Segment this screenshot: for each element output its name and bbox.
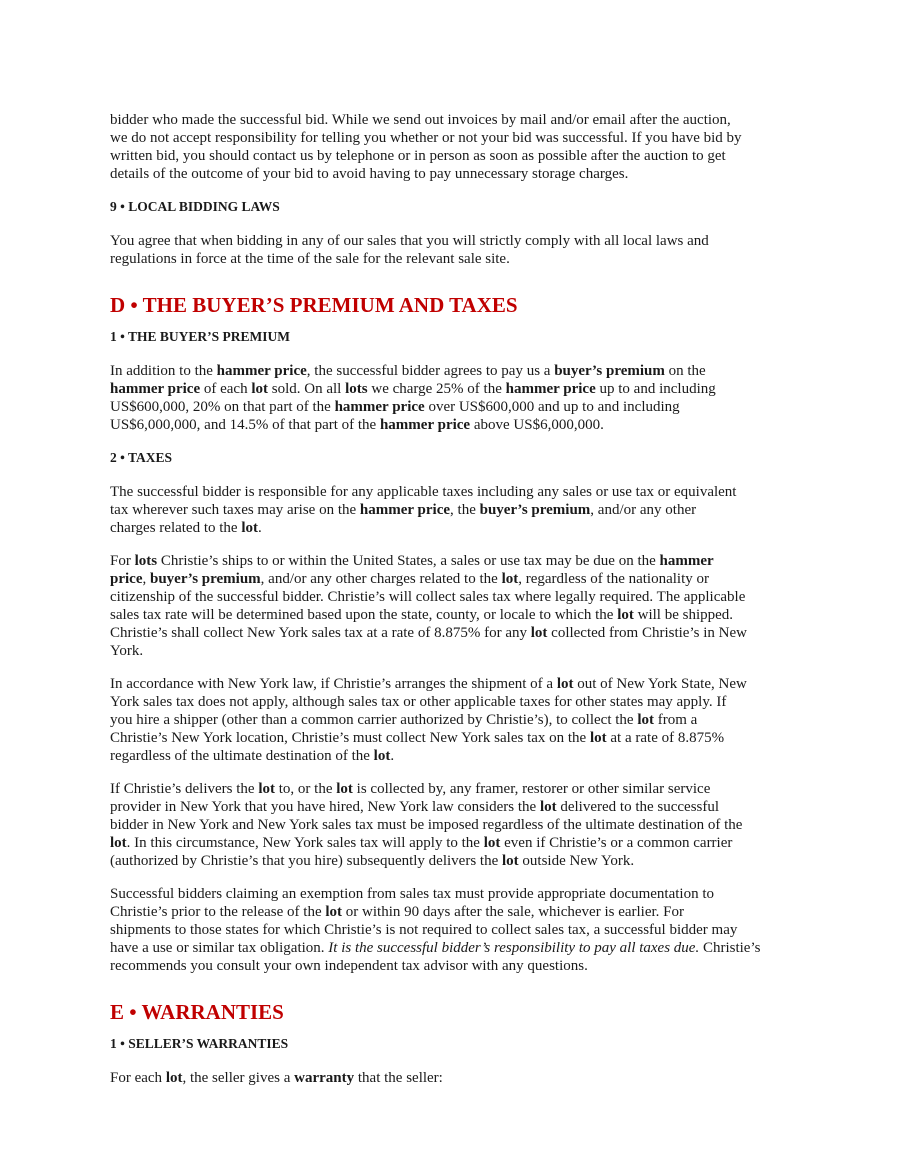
paragraph	[110, 111, 810, 183]
text-run: . In this circumstance, New York sales tax will apply to the	[126, 835, 484, 851]
text-line	[110, 380, 810, 398]
text-run: collected from Christie’s in New	[547, 625, 747, 641]
text-line	[110, 111, 810, 129]
text-line	[110, 729, 810, 747]
text-run: we do not accept responsibility for telling you whether or not your bid was successful. If you have bid by	[110, 130, 742, 146]
defined-term: lots	[134, 553, 158, 569]
text-line	[110, 816, 810, 834]
text-line	[110, 483, 810, 501]
text-run: regulations in force at the time of the sale for the relevant sale site.	[110, 251, 510, 267]
text-run: sold. On all	[268, 381, 346, 397]
defined-term: warranty	[294, 1070, 355, 1086]
text-run: charges related to the	[110, 520, 242, 536]
text-run: of each	[200, 381, 252, 397]
text-line	[110, 232, 810, 250]
defined-term: lots	[345, 381, 368, 397]
paragraph	[110, 552, 810, 660]
defined-term: lot	[589, 730, 607, 746]
text-run: you hire a shipper (other than a common carrier authorized by Christie’s), to collect the	[110, 712, 638, 728]
subsection-heading: 1 • SELLER’S WARRANTIES	[110, 1036, 289, 1051]
defined-term: lot	[556, 676, 574, 692]
text-run: .	[258, 520, 262, 536]
paragraph	[110, 885, 810, 975]
text-run: even if Christie’s or a common carrier	[500, 835, 733, 851]
text-run: For	[110, 553, 135, 569]
text-run: from a	[654, 712, 698, 728]
text-line	[110, 885, 810, 903]
text-run: .	[390, 748, 395, 764]
text-line	[110, 570, 810, 588]
defined-term: buyer’s premium	[149, 571, 261, 587]
defined-term: lot	[502, 853, 519, 869]
defined-term: hammer price	[359, 502, 451, 518]
text-run: US$6,000,000, and 14.5% of that part of the	[110, 417, 380, 433]
defined-term: lot	[373, 748, 391, 764]
section-heading: D • THE BUYER’S PREMIUM AND TAXES	[110, 293, 518, 317]
paragraph	[110, 780, 810, 870]
text-run: US$600,000, 20% on that part of the	[110, 399, 335, 415]
text-run: out of New York State, New	[573, 676, 747, 692]
text-run: Successful bidders claiming an exemption from sales tax must provide appropriate documentation to	[110, 886, 715, 902]
text-run: , and/or any other charges related to the	[260, 571, 502, 587]
text-run: , the successful bidder agrees to pay us a	[306, 363, 555, 379]
text-run: to, or the	[274, 781, 337, 797]
text-line	[110, 552, 810, 570]
text-run: Christie’s New York location, Christie’s must collect New York sales tax on the	[110, 730, 590, 746]
text-run: Christie’s prior to the release of the	[110, 904, 326, 920]
paragraph	[110, 483, 810, 537]
text-line	[110, 624, 810, 642]
text-run: details of the outcome of your bid to avoid having to pay unnecessary storage charges.	[110, 166, 629, 182]
paragraph	[110, 675, 810, 765]
paragraph	[110, 1069, 810, 1087]
section-heading: E • WARRANTIES	[110, 1000, 284, 1024]
document-page	[110, 111, 810, 1102]
text-line	[110, 250, 810, 268]
subsection-heading: 2 • TAXES	[110, 450, 172, 465]
text-line	[110, 147, 810, 165]
text-line	[110, 129, 810, 147]
text-run: shipments to those states for which Christie’s is not required to collect sales tax, a successful bidder may	[110, 922, 738, 938]
defined-term: lot	[530, 625, 548, 641]
subsection-heading: 1 • THE BUYER’S PREMIUM	[110, 329, 290, 344]
text-line	[110, 362, 810, 380]
text-line	[110, 1069, 810, 1087]
text-run: bidder in New York and New York sales tax must be imposed regardless of the ultimate destination of the	[110, 817, 743, 833]
text-run: delivered to the successful	[556, 799, 720, 815]
text-line	[110, 642, 810, 660]
text-line	[110, 957, 810, 975]
defined-term: lot	[617, 607, 634, 623]
text-line	[110, 798, 810, 816]
text-run: For each	[110, 1070, 166, 1086]
defined-term: hammer price	[334, 399, 425, 415]
text-line	[110, 588, 810, 606]
text-run: is collected by, any framer, restorer or other similar service	[352, 781, 711, 797]
text-run: The successful bidder is responsible for any applicable taxes including any sales or use tax or equivalent	[110, 484, 737, 500]
text-line	[110, 606, 810, 624]
defined-term: lot	[637, 712, 654, 728]
defined-term: lot	[165, 1070, 183, 1086]
text-run: If Christie’s delivers the	[110, 781, 259, 797]
defined-term: price	[110, 571, 143, 587]
text-line	[110, 398, 810, 416]
subsection-heading: 9 • LOCAL BIDDING LAWS	[110, 199, 280, 214]
text-run: bidder who made the successful bid. While we send out invoices by mail and/or email after the auction,	[110, 112, 731, 128]
paragraph	[110, 362, 810, 434]
text-run: that the seller:	[354, 1070, 443, 1086]
text-line	[110, 501, 810, 519]
defined-term: hammer price	[110, 381, 201, 397]
text-line	[110, 747, 810, 765]
text-run: will be shipped.	[633, 607, 734, 623]
text-run: above US$6,000,000.	[470, 417, 604, 433]
text-run: Christie’s	[699, 940, 761, 956]
text-line	[110, 675, 810, 693]
text-run: Christie’s shall collect New York sales tax at a rate of 8.875% for any	[110, 625, 531, 641]
text-run: written bid, you should contact us by telephone or in person as soon as possible after the auction to get	[110, 148, 726, 164]
defined-term: hammer price	[505, 381, 596, 397]
text-run: regardless of the ultimate destination of the	[110, 748, 374, 764]
defined-term: lot	[539, 799, 557, 815]
text-line	[110, 939, 810, 957]
defined-term: hammer	[659, 553, 714, 569]
text-run: York sales tax does not apply, although sales tax or other applicable taxes for other states may apply. If	[110, 694, 727, 710]
text-run: at a rate of 8.875%	[606, 730, 725, 746]
text-run: outside New York.	[518, 853, 635, 869]
text-run: sales tax rate will be determined based upon the state, county, or locale to which the	[110, 607, 618, 623]
text-run: have a use or similar tax obligation.	[110, 940, 329, 956]
text-run: , the	[450, 502, 480, 518]
text-run: ,	[142, 571, 150, 587]
text-line	[110, 921, 810, 939]
paragraph	[110, 232, 810, 268]
text-line	[110, 903, 810, 921]
defined-term: lot	[110, 835, 127, 851]
text-run: up to and including	[595, 381, 716, 397]
text-run: provider in New York that you have hired, New York law considers the	[110, 799, 540, 815]
text-run: we charge 25% of the	[367, 381, 506, 397]
text-line	[110, 780, 810, 798]
text-run: You agree that when bidding in any of our sales that you will strictly comply with all local laws and	[110, 233, 709, 249]
text-line	[110, 711, 810, 729]
text-run: , regardless of the nationality or	[518, 571, 710, 587]
text-run: , the seller gives a	[182, 1070, 295, 1086]
defined-term: lot	[325, 904, 343, 920]
text-run: on the	[664, 363, 706, 379]
text-run: over US$600,000 and up to and including	[424, 399, 680, 415]
defined-term: hammer price	[216, 363, 307, 379]
text-line	[110, 693, 810, 711]
text-line	[110, 834, 810, 852]
defined-term: hammer price	[379, 417, 471, 433]
text-run: tax wherever such taxes may arise on the	[110, 502, 360, 518]
text-run: citizenship of the successful bidder. Christie’s will collect sales tax where legally required. The applicable	[110, 589, 746, 605]
defined-term: lot	[336, 781, 353, 797]
text-run: In accordance with New York law, if Christie’s arranges the shipment of a	[110, 676, 557, 692]
text-run: In addition to the	[110, 363, 217, 379]
text-line	[110, 416, 810, 434]
text-run: or within 90 days after the sale, whichever is earlier. For	[342, 904, 685, 920]
defined-term: lot	[483, 835, 501, 851]
text-line	[110, 519, 810, 537]
text-run: Christie’s ships to or within the United States, a sales or use tax may be due on the	[157, 553, 660, 569]
text-line	[110, 852, 810, 870]
defined-term: lot	[501, 571, 519, 587]
defined-term: lot	[258, 781, 275, 797]
text-run: recommends you consult your own independent tax advisor with any questions.	[110, 958, 588, 974]
text-run: (authorized by Christie’s that you hire) subsequently delivers the	[110, 853, 502, 869]
defined-term: buyer’s premium	[479, 502, 591, 518]
defined-term: buyer’s premium	[554, 363, 665, 379]
text-line	[110, 165, 810, 183]
text-run: , and/or any other	[590, 502, 697, 518]
emphasis-text: It is the successful bidder’s responsibility to pay all taxes due.	[328, 940, 700, 956]
defined-term: lot	[251, 381, 269, 397]
text-run: York.	[110, 643, 144, 659]
defined-term: lot	[241, 520, 259, 536]
